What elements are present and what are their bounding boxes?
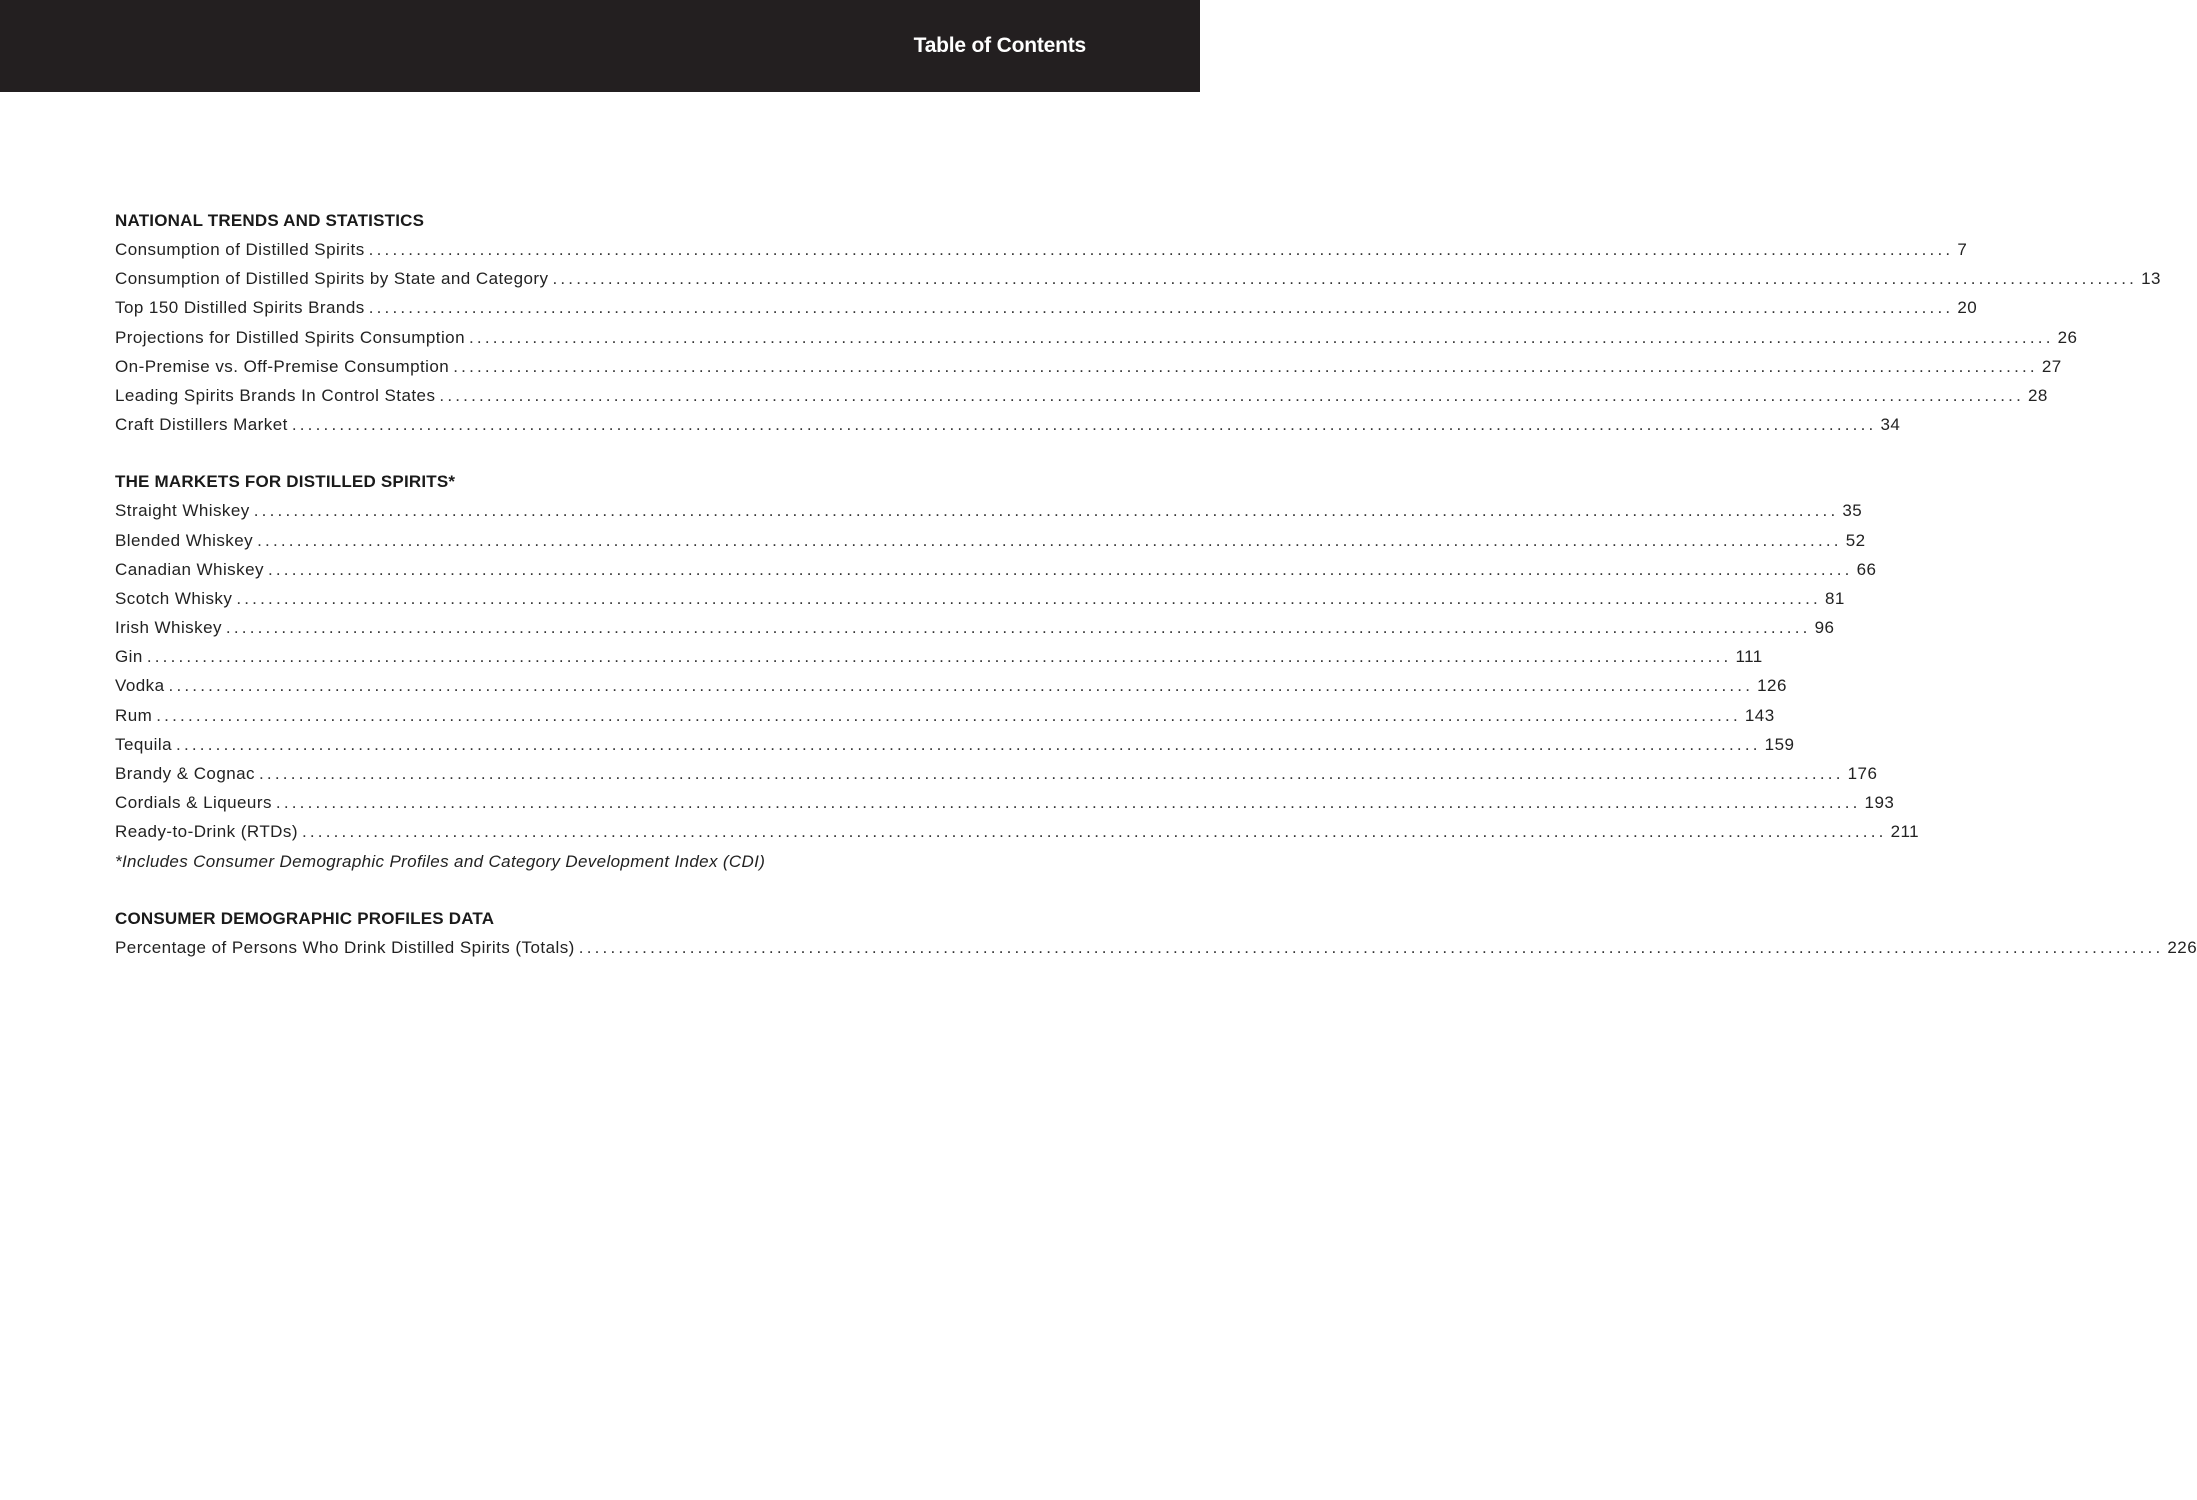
dot-leader: ........................................................................................................................................................................................................ <box>469 327 2054 347</box>
toc-entry-label: Tequila <box>115 734 173 754</box>
toc-entry-page: 7 <box>1957 240 1968 259</box>
toc-entry-label: Scotch Whisky <box>115 588 233 608</box>
dot-leader: ........................................................................................................................................................................................................ <box>236 588 1821 608</box>
toc-entry[interactable] <box>115 933 2197 962</box>
toc-list <box>115 933 2197 962</box>
toc-entry-label: Rum <box>115 705 153 725</box>
dot-leader: ........................................................................................................................................................................................................ <box>439 385 2025 405</box>
toc-entry-label: Projections for Distilled Spirits Consumption <box>115 327 465 347</box>
toc-entry-label: Vodka <box>115 676 165 696</box>
toc-entry-label: Cordials & Liqueurs <box>115 793 272 813</box>
toc-entry[interactable] <box>115 293 1978 322</box>
toc-section-markets <box>115 467 1920 875</box>
toc-entry-page: 28 <box>2028 385 2048 405</box>
toc-entry[interactable] <box>115 410 1901 439</box>
toc-entry[interactable] <box>115 584 1845 613</box>
toc-entry[interactable] <box>115 264 2161 293</box>
dot-leader: ........................................................................................................................................................................................................ <box>301 822 1887 842</box>
toc-list <box>115 235 2161 439</box>
toc-entry-label: On-Premise vs. Off-Premise Consumption <box>115 356 450 376</box>
toc-entry-label: Canadian Whiskey <box>115 559 264 579</box>
toc-content <box>115 206 2197 990</box>
toc-entry-page: 81 <box>1824 588 1845 608</box>
toc-entry-page: 96 <box>1814 618 1835 638</box>
toc-entry[interactable] <box>115 613 1835 642</box>
dot-leader: ........................................................................................................................................................................................................ <box>275 793 1861 813</box>
toc-entry[interactable] <box>115 817 1920 846</box>
dot-leader: ........................................................................................................................................................................................................ <box>368 298 1954 318</box>
dot-leader: ........................................................................................................................................................................................................ <box>291 415 1877 435</box>
toc-list <box>115 496 1920 846</box>
toc-entry-label: Craft Distillers Market <box>115 415 288 435</box>
toc-entry[interactable] <box>115 555 1877 584</box>
page-title: Table of Contents <box>913 34 1086 57</box>
toc-entry-label: Brandy & Cognac <box>115 764 255 783</box>
section-heading: NATIONAL TRENDS AND STATISTICS <box>115 211 425 230</box>
footnote: *Includes Consumer Demographic Profiles and Category Development Index (CDI) <box>115 851 766 871</box>
toc-entry[interactable] <box>115 788 1895 817</box>
dot-leader: ........................................................................................................................................................................................................ <box>176 734 1761 754</box>
toc-entry-label: Ready-to-Drink (RTDs) <box>115 822 298 842</box>
toc-entry-page: 226 <box>2167 937 2197 957</box>
toc-entry[interactable] <box>115 323 2078 352</box>
toc-entry-page: 34 <box>1880 415 1901 435</box>
toc-entry-page: 26 <box>2057 327 2078 347</box>
dot-leader: ........................................................................................................................................................................................................ <box>267 559 1853 579</box>
section-heading: THE MARKETS FOR DISTILLED SPIRITS* <box>115 472 456 492</box>
toc-entry-label: Straight Whiskey <box>115 501 250 521</box>
toc-entry-page: 143 <box>1744 705 1775 725</box>
toc-entry-page: 159 <box>1764 734 1795 754</box>
dot-leader: ........................................................................................................................................................................................................ <box>259 764 1844 783</box>
toc-entry-label: Percentage of Persons Who Drink Distilled Spirits (Totals) <box>115 937 575 957</box>
toc-entry-page: 193 <box>1864 793 1895 813</box>
dot-leader: ........................................................................................................................................................................................................ <box>253 501 1839 521</box>
toc-entry[interactable] <box>115 759 1878 788</box>
section-heading: CONSUMER DEMOGRAPHIC PROFILES DATA <box>115 908 495 928</box>
dot-leader: ........................................................................................................................................................................................................ <box>168 676 1754 696</box>
toc-entry[interactable] <box>115 496 1863 525</box>
dot-leader: ........................................................................................................................................................................................................ <box>552 269 2138 289</box>
dot-leader: ........................................................................................................................................................................................................ <box>146 647 1732 667</box>
toc-entry-label: Gin <box>115 647 143 667</box>
toc-entry-label: Leading Spirits Brands In Control States <box>115 385 436 405</box>
toc-entry-label: Consumption of Distilled Spirits by State and Category <box>115 269 549 289</box>
toc-entry-label: Irish Whiskey <box>115 618 222 638</box>
toc-entry-label: Consumption of Distilled Spirits <box>115 240 365 259</box>
toc-entry[interactable] <box>115 352 2062 381</box>
toc-entry-label: Top 150 Distilled Spirits Brands <box>115 298 365 318</box>
toc-entry[interactable] <box>115 671 1787 700</box>
toc-entry[interactable] <box>115 701 1775 730</box>
toc-entry-page: 35 <box>1842 501 1863 521</box>
dot-leader: ........................................................................................................................................................................................................ <box>453 356 2038 376</box>
toc-entry-page: 52 <box>1845 530 1866 550</box>
toc-entry-page: 27 <box>2041 356 2062 376</box>
toc-entry-page: 176 <box>1847 764 1878 783</box>
toc-entry-page: 111 <box>1735 647 1763 667</box>
dot-leader: ........................................................................................................................................................................................................ <box>578 937 2164 957</box>
toc-section-demographics <box>115 904 2197 962</box>
dot-leader: ........................................................................................................................................................................................................ <box>368 240 1954 259</box>
toc-entry[interactable] <box>115 381 2048 410</box>
toc-entry[interactable] <box>115 730 1795 759</box>
toc-entry-page: 66 <box>1856 559 1877 579</box>
toc-entry-page: 126 <box>1757 676 1787 696</box>
dot-leader: ........................................................................................................................................................................................................ <box>257 530 1842 550</box>
toc-entry-page: 20 <box>1957 298 1978 318</box>
page-header <box>0 0 1200 92</box>
toc-entry[interactable] <box>115 235 1968 264</box>
dot-leader: ........................................................................................................................................................................................................ <box>156 705 1741 725</box>
dot-leader: ........................................................................................................................................................................................................ <box>225 618 1811 638</box>
toc-entry[interactable] <box>115 642 1763 671</box>
toc-entry-page: 13 <box>2141 269 2161 289</box>
toc-entry-page: 211 <box>1890 822 1920 842</box>
toc-section-national-trends <box>115 206 2161 439</box>
toc-entry-label: Blended Whiskey <box>115 530 254 550</box>
toc-entry[interactable] <box>115 526 1866 555</box>
